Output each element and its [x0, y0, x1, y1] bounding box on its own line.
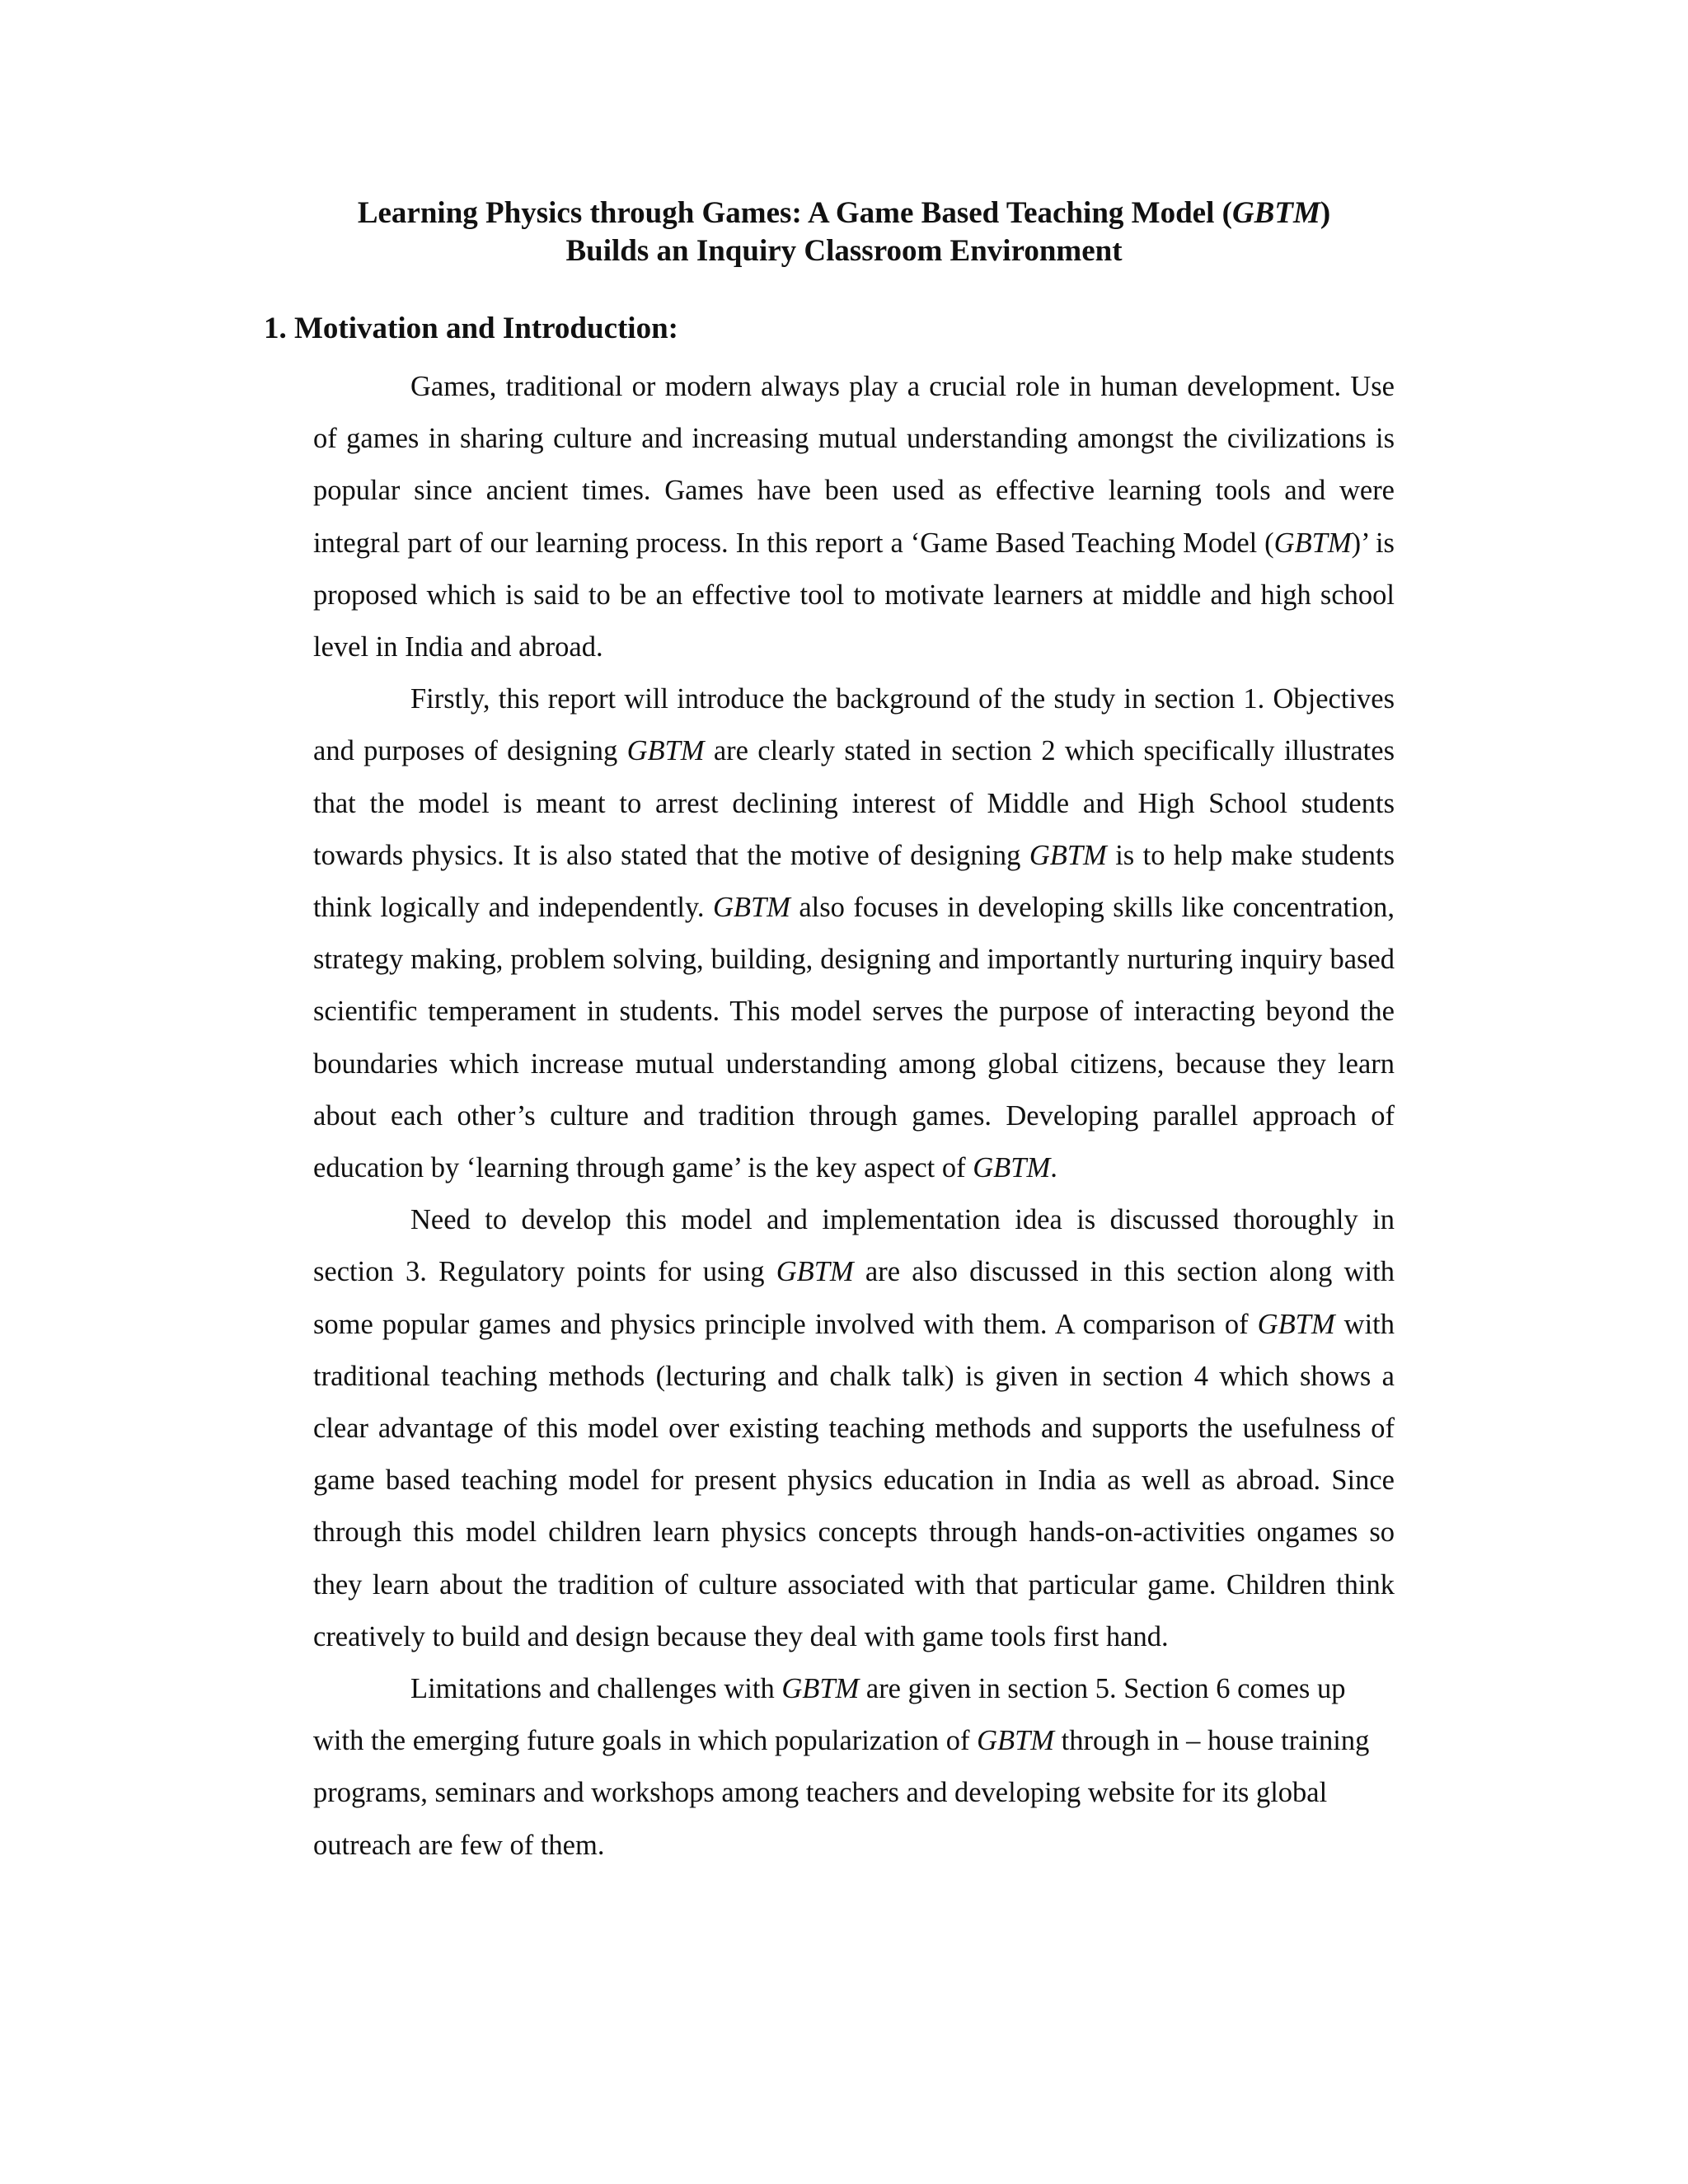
section-heading: 1. Motivation and Introduction: [264, 312, 678, 345]
title-line-1-close: ) [1320, 196, 1331, 230]
paragraph-1-text-a: Games, traditional or modern always play a crucial role in human development. Use of games in sharing culture and increasing mutual understanding amongst the civilizations is popular since ancient times. Games have been used as effective learning tools and were integral part of our learning process. In this report a ‘Game Based Teaching Model ( [313, 371, 1395, 559]
paragraph-4-text-a: Limitations and challenges with [410, 1673, 782, 1705]
paragraph-4-text-b: are given in section 5. Section 6 comes up with the emerging future goals in which popularization of [313, 1673, 1346, 1757]
paragraph-2-text-d: also focuses in developing skills like concentration, strategy making, problem solving, building, designing and importantly nurturing inquiry based scientific temperament in students. This model serves the purpose of interacting beyond the boundaries which increase mutual understanding among global citizens, because they learn about each other’s culture and tradition through games. Developing parallel approach of education by ‘learning through game’ is the key aspect of [313, 892, 1395, 1184]
title-line-1 [0, 194, 1688, 232]
gbtm-italic: GBTM [712, 892, 790, 924]
paragraph-1-text-b: )’ is proposed which is said to be an effective tool to motivate learners at middle and high school level in India and abroad. [313, 527, 1395, 663]
paragraph-4 [313, 1663, 1395, 1872]
paragraph-2 [313, 673, 1395, 1194]
gbtm-italic: GBTM [776, 1256, 854, 1288]
paragraph-3-text-b: are also discussed in this section along with some popular games and physics principle involved with them. A comparison of [313, 1256, 1395, 1340]
paragraph-4-text-c: through in – house training programs, seminars and workshops among teachers and developing website for its global outreach are few of them. [313, 1725, 1370, 1861]
title-line-2: Builds an Inquiry Classroom Environment [565, 234, 1123, 268]
body-text [313, 361, 1395, 1872]
gbtm-italic: GBTM [626, 735, 705, 767]
paragraph-3-text-a: Need to develop this model and implementation idea is discussed thoroughly in section 3. Regulatory points for using [313, 1204, 1395, 1288]
paragraph-2-text-a: Firstly, this report will introduce the background of the study in section 1. Objectives and purposes of designing [313, 683, 1395, 767]
paragraph-1 [313, 361, 1395, 673]
gbtm-italic: GBTM [1029, 839, 1107, 871]
gbtm-italic: GBTM [1257, 1308, 1335, 1340]
paragraph-3-text-c: with traditional teaching methods (lecturing and chalk talk) is given in section 4 which shows a clear advantage of this model over existing teaching methods and supports the usefulness of game based teaching model for present physics education in India as well as abroad. Since through this model children learn physics concepts through hands-on-activities ongames so they learn about the tradition of culture associated with that particular game. Children think creatively to build and design because they deal with game tools first hand. [313, 1308, 1395, 1652]
paragraph-3 [313, 1194, 1395, 1663]
paper-title [0, 194, 1688, 270]
paragraph-2-text-c: is to help make students think logically and independently. [313, 839, 1395, 924]
gbtm-italic: GBTM [973, 1152, 1051, 1184]
paragraph-2-text-b: are clearly stated in section 2 which specifically illustrates that the model is meant to arrest declining interest of Middle and High School students towards physics. It is also stated that the motive of designing [313, 735, 1395, 871]
title-line-1-text: Learning Physics through Games: A Game Based Teaching Model ( [357, 196, 1232, 230]
paragraph-2-text-e: . [1050, 1152, 1057, 1184]
gbtm-italic: GBTM [781, 1673, 860, 1705]
title-gbtm-italic: GBTM [1231, 196, 1320, 230]
gbtm-italic: GBTM [977, 1725, 1055, 1757]
gbtm-italic: GBTM [1273, 527, 1352, 559]
